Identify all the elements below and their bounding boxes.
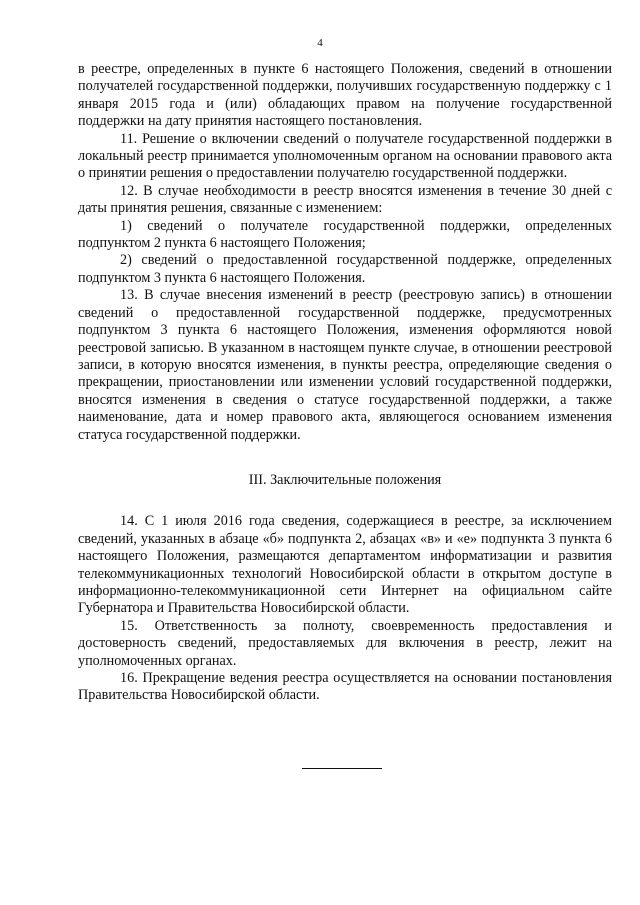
subitem-12-2: 2) сведений о предоставленной государственной поддержке, определенных подпунктом 3 пункта 6 настоящего Положения.: [78, 252, 612, 286]
paragraph-item-16: 16. Прекращение ведения реестра осуществляется на основании постановления Правительства Новосибирской области.: [78, 670, 612, 704]
page-number: 4: [317, 37, 323, 49]
paragraph-item-11: 11. Решение о включении сведений о получателе государственной поддержки в локальный реестр принимается уполномоченным органом на основании правового акта о принятии решения о предоставлении получателю государственной поддержки.: [78, 130, 612, 182]
document-body: [78, 61, 612, 705]
subitem-12-1: 1) сведений о получателе государственной поддержки, определенных подпунктом 2 пункта 6 настоящего Положения;: [78, 217, 612, 252]
paragraph-item-12: 12. В случае необходимости в реестр вносятся изменения в течение 30 дней с даты принятия решения, связанные с изменением:: [78, 182, 612, 217]
section-heading: III. Заключительные положения: [248, 471, 442, 488]
end-of-document-rule: [302, 768, 382, 769]
paragraph-item-14: 14. С 1 июля 2016 года сведения, содержащиеся в реестре, за исключением сведений, указанных в абзаце «б» подпункта 2, абзацах «в» и «е» подпункта 3 пункта 6 настоящего Положения, размещаются департаментом информатизации и развития телекоммуникационных технологий Новосибирской области в открытом доступе в информационно-телекоммуникационной сети Интернет на официальном сайте Губернатора и Правительства Новосибирской области.: [78, 513, 612, 617]
paragraph-continuation: в реестре, определенных в пункте 6 настоящего Положения, сведений в отношении получателей государственной поддержки, получивших государственную поддержку с 1 января 2015 года и (или) обладающих правом на получение государственной поддержки на дату принятия настоящего постановления.: [78, 61, 612, 130]
paragraph-item-13: 13. В случае внесения изменений в реестр (реестровую запись) в отношении сведений о предоставленной государственной поддержке, предусмотренных подпунктом 3 пункта 6 настоящего Положения, изменения оформляются новой реестровой записью. В указанном в настоящем пункте случае, в отношении реестровой записи, в которую вносятся изменения, в пункты реестра, определяющие сведения о прекращении, приостановлении или изменении условий государственной поддержки, вносятся изменения в сведения о статусе государственной поддержки, а также наименование, дата и номер правового акта, являющегося основанием изменения статуса государственной поддержки.: [78, 287, 612, 443]
paragraph-item-15: 15. Ответственность за полноту, своевременность предоставления и достоверность сведений, предоставляемых для включения в реестр, лежит на уполномоченных органах.: [78, 617, 612, 669]
